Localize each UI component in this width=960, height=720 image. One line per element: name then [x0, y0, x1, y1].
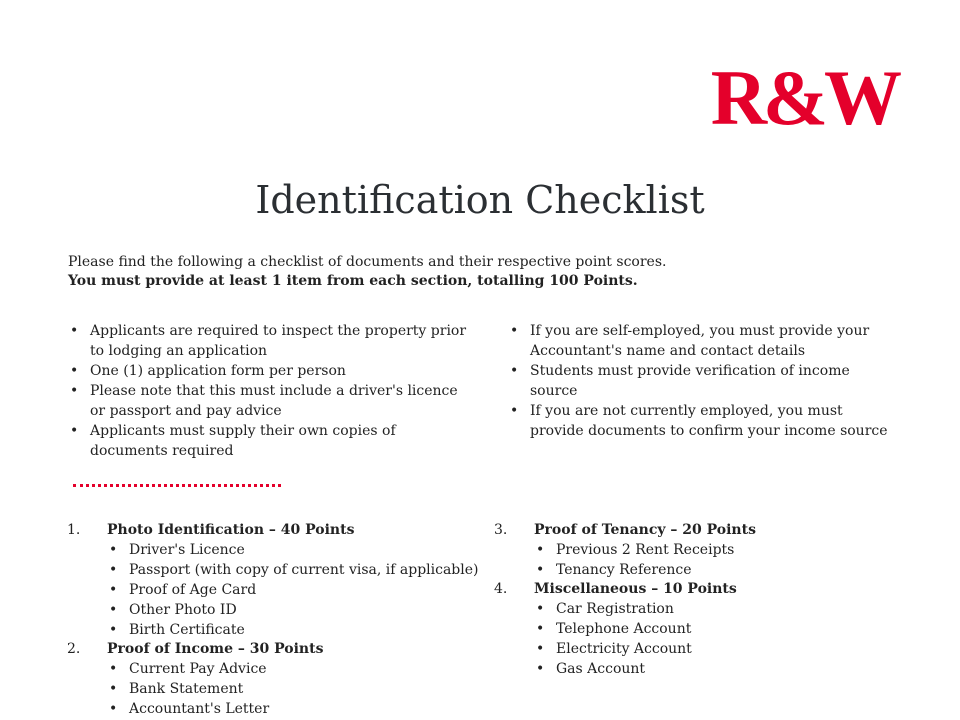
note-item: • Applicants must supply their own copies of documents required: [68, 421, 468, 461]
dotted-divider: [73, 484, 281, 487]
list-item: • Electricity Account: [534, 639, 692, 659]
section-items: [107, 540, 478, 640]
note-item: • Please note that this must include a driver's licence or passport and pay advice: [68, 381, 468, 421]
list-item: • Passport (with copy of current visa, if applicable): [107, 560, 478, 580]
section-items: [534, 599, 692, 679]
list-item: • Birth Certificate: [107, 620, 478, 640]
section-title: Miscellaneous – 10 Points: [534, 581, 737, 597]
section-title: Photo Identification – 40 Points: [107, 522, 355, 538]
section-proof-of-tenancy: [494, 520, 756, 580]
intro-requirement: You must provide at least 1 item from each section, totalling 100 Points.: [68, 273, 638, 289]
section-number: 1.: [67, 522, 81, 538]
section-heading: [67, 639, 324, 659]
note-item: • If you are not currently employed, you must provide documents to confirm your income source: [508, 401, 898, 441]
list-item: • Gas Account: [534, 659, 692, 679]
section-items: [107, 659, 269, 719]
section-number: 2.: [67, 641, 81, 657]
section-miscellaneous: [494, 579, 737, 679]
note-item: • Applicants are required to inspect the property prior to lodging an application: [68, 321, 468, 361]
list-item: • Driver's Licence: [107, 540, 478, 560]
section-heading: [494, 579, 737, 599]
section-title: Proof of Tenancy – 20 Points: [534, 522, 756, 538]
section-heading: [494, 520, 756, 540]
page-title: Identification Checklist: [255, 178, 705, 222]
notes-list-left: [68, 321, 468, 461]
section-proof-of-income: [67, 639, 324, 719]
brand-logo: R&W: [710, 54, 898, 141]
section-number: 4.: [494, 581, 508, 597]
section-heading: [67, 520, 478, 540]
list-item: • Other Photo ID: [107, 600, 478, 620]
list-item: • Previous 2 Rent Receipts: [534, 540, 734, 560]
list-item: • Tenancy Reference: [534, 560, 734, 580]
section-title: Proof of Income – 30 Points: [107, 641, 324, 657]
intro-text: [68, 253, 666, 291]
section-items: [534, 540, 734, 580]
section-number: 3.: [494, 522, 508, 538]
list-item: • Bank Statement: [107, 679, 269, 699]
note-item: • If you are self-employed, you must provide your Accountant's name and contact details: [508, 321, 898, 361]
list-item: • Car Registration: [534, 599, 692, 619]
list-item: • Telephone Account: [534, 619, 692, 639]
list-item: • Accountant's Letter: [107, 699, 269, 719]
notes-list-right: [508, 321, 898, 441]
note-item: • One (1) application form per person: [68, 361, 468, 381]
note-item: • Students must provide verification of income source: [508, 361, 898, 401]
list-item: • Proof of Age Card: [107, 580, 478, 600]
section-photo-identification: [67, 520, 478, 640]
intro-line: Please find the following a checklist of documents and their respective point scores.: [68, 254, 667, 270]
list-item: • Current Pay Advice: [107, 659, 269, 679]
